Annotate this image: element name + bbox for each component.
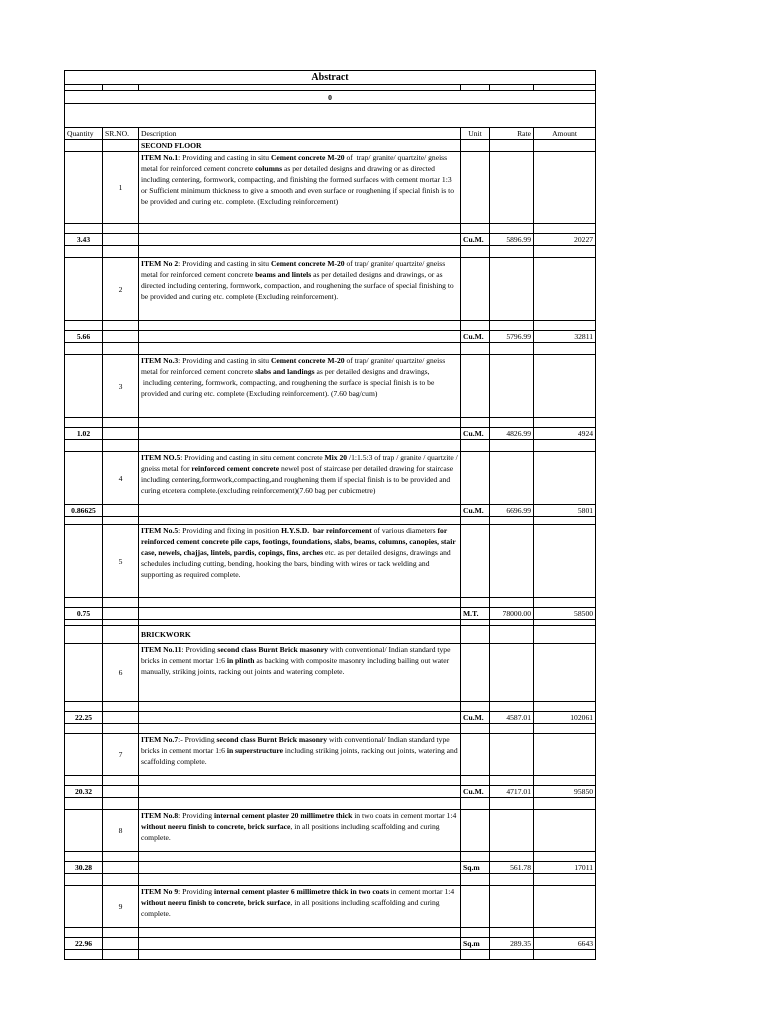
abstract-sheet [64,70,595,960]
item-rate: 5896.99 [490,234,534,246]
header-description: Description [139,128,461,140]
abstract-table [64,70,596,960]
item-amount-row [65,786,596,798]
item-row [65,644,596,702]
item-description: ITEM No 2: Providing and casting in situ Cement concrete M-20 of trap/ granite/ quartzite/ gneiss metal for reinforced cement concrete beams and lintels as per detailed designs and drawings, or as directed including centering, formwork, compaction, and roughening the surface of special finishing to be provided and curing etc. complete (Excluding reinforcement). [139,258,461,321]
item-rate: 561.78 [490,862,534,874]
item-unit: Cu.M. [461,428,490,440]
item-rate: 289.35 [490,938,534,950]
item-quantity: 0.75 [65,608,103,620]
item-rate: 4717.01 [490,786,534,798]
item-unit: Sq.m [461,862,490,874]
item-amount: 20227 [534,234,596,246]
item-unit: M.T. [461,608,490,620]
section-second-floor: SECOND FLOOR [139,140,461,152]
item-row [65,355,596,418]
header-unit: Unit [461,128,490,140]
item-description: ITEM NO.5: Providing and casting in situ cement concrete Mix 20 /1:1.5:3 of trap / granite / quartzite / gneiss metal for reinforced cement concrete newel post of staircase per detailed drawing for staircase including centering,formwork,compacting,and roughening them if special finish is to be provided and curing etcetera complete.(excluding reinforcement)(7.60 bag per cubicmetre) [139,452,461,505]
item-amount-row [65,608,596,620]
item-quantity: 0.86625 [65,505,103,517]
item-unit: Cu.M. [461,234,490,246]
item-quantity: 3.43 [65,234,103,246]
item-row [65,152,596,224]
sheet-title: Abstract [65,71,596,85]
item-description: ITEM No.8: Providing internal cement plaster 20 millimetre thick in two coats in cement mortar 1:4 without neeru finish to concrete, brick surface, in all positions including scaffolding and curing complete. [139,810,461,852]
item-rate: 6696.99 [490,505,534,517]
header-quantity: Quantity [65,128,103,140]
item-amount-row [65,428,596,440]
item-srno: 1 [103,152,139,224]
header-amount: Amount [534,128,596,140]
item-srno: 4 [103,452,139,505]
item-row [65,886,596,928]
item-amount: 4924 [534,428,596,440]
item-amount-row [65,712,596,724]
item-srno: 8 [103,810,139,852]
item-unit: Sq.m [461,938,490,950]
item-row [65,452,596,505]
sheet-subtitle: 0 [65,91,596,104]
item-amount: 17011 [534,862,596,874]
item-srno: 3 [103,355,139,418]
item-description: ITEM No.5: Providing and fixing in position H.Y.S.D. bar reinforcement of various diameters for reinforced cement concrete pile caps, footings, foundations, slabs, beams, columns, canopies, stair case, newels, chajjas, lintels, pardis, copings, fins, arches etc. as per detailed designs, drawings and schedules including cutting, bending, hooking the bars, binding with wires or tack welding and supporting as required complete. [139,525,461,598]
item-amount-row [65,331,596,343]
item-quantity: 1.02 [65,428,103,440]
item-srno: 7 [103,734,139,776]
item-rate: 4826.99 [490,428,534,440]
item-description: ITEM No.3: Providing and casting in situ Cement concrete M-20 of trap/ granite/ quartzite/ gneiss metal for reinforced cement concrete slabs and landings as per detailed designs and drawings, including centering, formwork, compacting, and roughening the surface is special finish is to be provided and curing etc. complete (Excluding reinforcement). (7.60 bag/cum) [139,355,461,418]
item-amount: 6643 [534,938,596,950]
item-quantity: 20.32 [65,786,103,798]
item-rate: 78000.00 [490,608,534,620]
header-srno: SR.NO. [103,128,139,140]
item-srno: 9 [103,886,139,928]
item-amount: 95850 [534,786,596,798]
item-srno: 2 [103,258,139,321]
item-amount: 5801 [534,505,596,517]
item-description: ITEM No.11: Providing second class Burnt Brick masonry with conventional/ Indian standard type bricks in cement mortar 1:6 in plinth as backing with composite masonry including bailing out water manually, striking joints, racking out joints and watering complete. [139,644,461,702]
item-row [65,258,596,321]
item-amount: 102061 [534,712,596,724]
item-description: ITEM No.7:- Providing second class Burnt Brick masonry with conventional/ Indian standard type bricks in cement mortar 1:6 in superstructure including striking joints, racking out joints, watering and scaffolding complete. [139,734,461,776]
item-rate: 4587.01 [490,712,534,724]
item-rate: 5796.99 [490,331,534,343]
item-unit: Cu.M. [461,505,490,517]
item-description: ITEM No 9: Providing internal cement plaster 6 millimetre thick in two coats in cement mortar 1:4 without neeru finish to concrete, brick surface, in all positions including scaffolding and curing complete. [139,886,461,928]
header-rate: Rate [490,128,534,140]
item-quantity: 22.25 [65,712,103,724]
item-amount-row [65,234,596,246]
item-amount-row [65,862,596,874]
item-amount: 32811 [534,331,596,343]
item-quantity: 30.28 [65,862,103,874]
item-row [65,525,596,598]
item-unit: Cu.M. [461,786,490,798]
item-srno: 6 [103,644,139,702]
item-amount-row [65,505,596,517]
item-amount: 58500 [534,608,596,620]
item-unit: Cu.M. [461,712,490,724]
item-unit: Cu.M. [461,331,490,343]
item-row [65,810,596,852]
item-quantity: 5.66 [65,331,103,343]
item-row [65,734,596,776]
item-amount-row [65,938,596,950]
section-brickwork: BRICKWORK [139,626,461,644]
item-srno: 5 [103,525,139,598]
item-description: ITEM No.1: Providing and casting in situ Cement concrete M-20 of trap/ granite/ quartzite/ gneiss metal for reinforced cement concrete columns as per detailed designs and drawing or as directed including centering, formwork, compacting, and finishing the formed surfaces with cement mortar 1:3 or Sufficient minimum thickness to give a smooth and even surface or roughening if special finish is to be provided and curing etc. complete. (Excluding reinforcement) [139,152,461,224]
item-quantity: 22.96 [65,938,103,950]
